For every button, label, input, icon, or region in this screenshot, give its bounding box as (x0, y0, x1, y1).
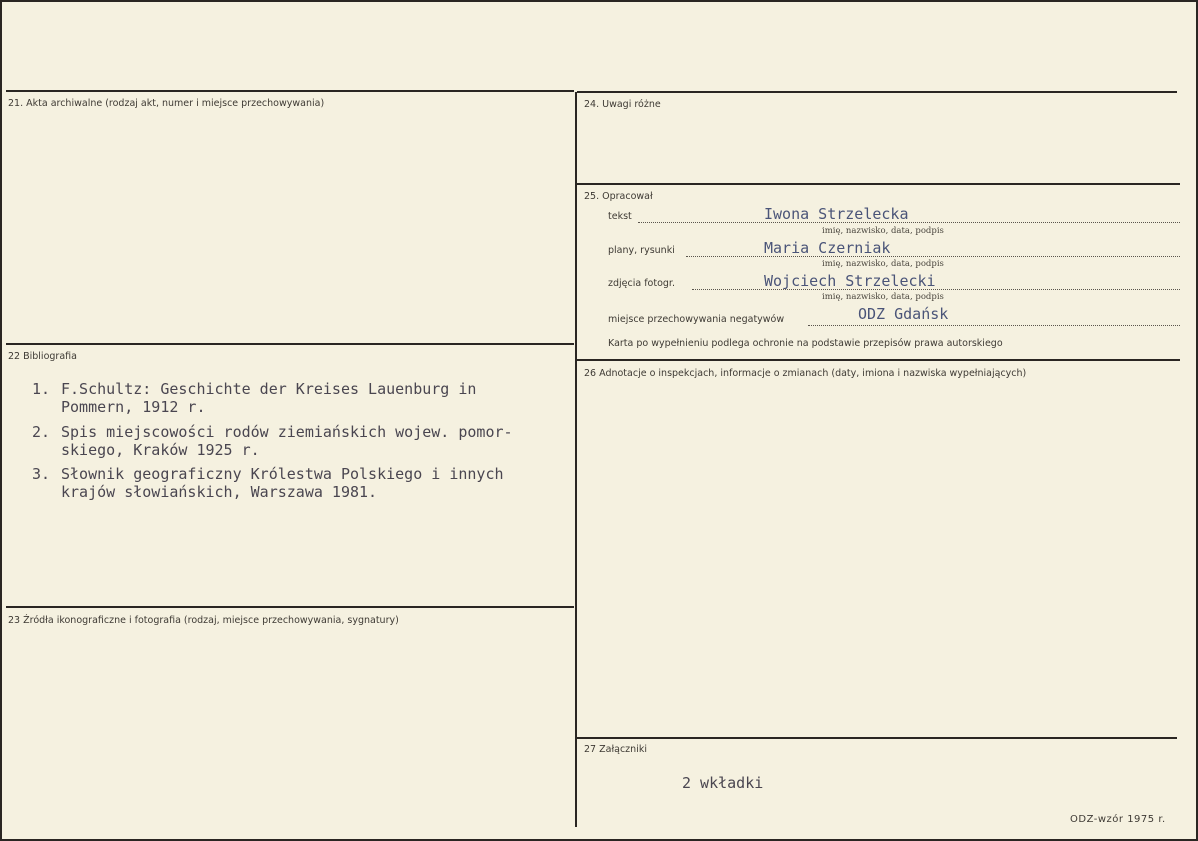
divider-25-26 (577, 359, 1180, 361)
plany-dotted-line (686, 256, 1180, 257)
tekst-value: Iwona Strzelecka (764, 205, 909, 223)
divider-21-22 (6, 343, 574, 345)
plany-label: plany, rysunki (608, 245, 675, 256)
negatywy-dotted-line (808, 325, 1180, 326)
tekst-dotted-line (638, 222, 1180, 223)
top-divider-left (6, 90, 574, 92)
section-25-label: 25. Opracował (584, 191, 653, 202)
zdjecia-sublabel: imię, nazwisko, data, podpis (822, 292, 944, 302)
negatywy-value: ODZ Gdańsk (858, 305, 949, 323)
bib-item-2-line2: skiego, Kraków 1925 r. (61, 441, 260, 459)
attachments-value: 2 wkładki (682, 774, 764, 792)
bib-item-1-number: 1. (32, 380, 51, 398)
section-22-label: 22 Bibliografia (8, 351, 77, 362)
negatywy-label: miejsce przechowywania negatywów (608, 314, 785, 325)
section-24-label: 24. Uwagi różne (584, 99, 661, 110)
section-26-label: 26 Adnotacje o inspekcjach, informacje o zmianach (daty, imiona i nazwiska wypełniających) (584, 368, 1027, 379)
top-divider-right (577, 91, 1177, 93)
divider-22-23 (6, 606, 574, 608)
tekst-sublabel: imię, nazwisko, data, podpis (822, 226, 944, 236)
bib-item-3-line2: krajów słowiańskich, Warszawa 1981. (61, 483, 378, 501)
bib-item-3-line1: Słownik geograficzny Królestwa Polskiego i innych (61, 465, 504, 483)
section-21-label: 21. Akta archiwalne (rodzaj akt, numer i miejsce przechowywania) (8, 98, 325, 109)
section-23-label: 23 Źródła ikonograficzne i fotografia (rodzaj, miejsce przechowywania, sygnatury) (8, 615, 399, 626)
section-27-label: 27 Załączniki (584, 744, 647, 755)
divider-24-25 (577, 183, 1180, 185)
bib-item-3-number: 3. (32, 465, 51, 483)
form-reference: ODZ-wzór 1975 r. (1070, 814, 1166, 825)
center-vertical-divider (575, 92, 577, 827)
copyright-note: Karta po wypełnieniu podlega ochronie na podstawie przepisów prawa autorskiego (608, 338, 1003, 349)
bib-item-1-line2: Pommern, 1912 r. (61, 398, 206, 416)
bib-item-2-line1: Spis miejscowości rodów ziemiańskich wojew. pomor- (61, 423, 513, 441)
divider-26-27 (577, 737, 1177, 739)
zdjecia-label: zdjęcia fotogr. (608, 278, 675, 289)
bib-item-1-line1: F.Schultz: Geschichte der Kreises Lauenburg in (61, 380, 477, 398)
plany-sublabel: imię, nazwisko, data, podpis (822, 259, 944, 269)
tekst-label: tekst (608, 211, 632, 222)
zdjecia-value: Wojciech Strzelecki (764, 272, 936, 290)
plany-value: Maria Czerniak (764, 239, 891, 257)
bib-item-2-number: 2. (32, 423, 51, 441)
